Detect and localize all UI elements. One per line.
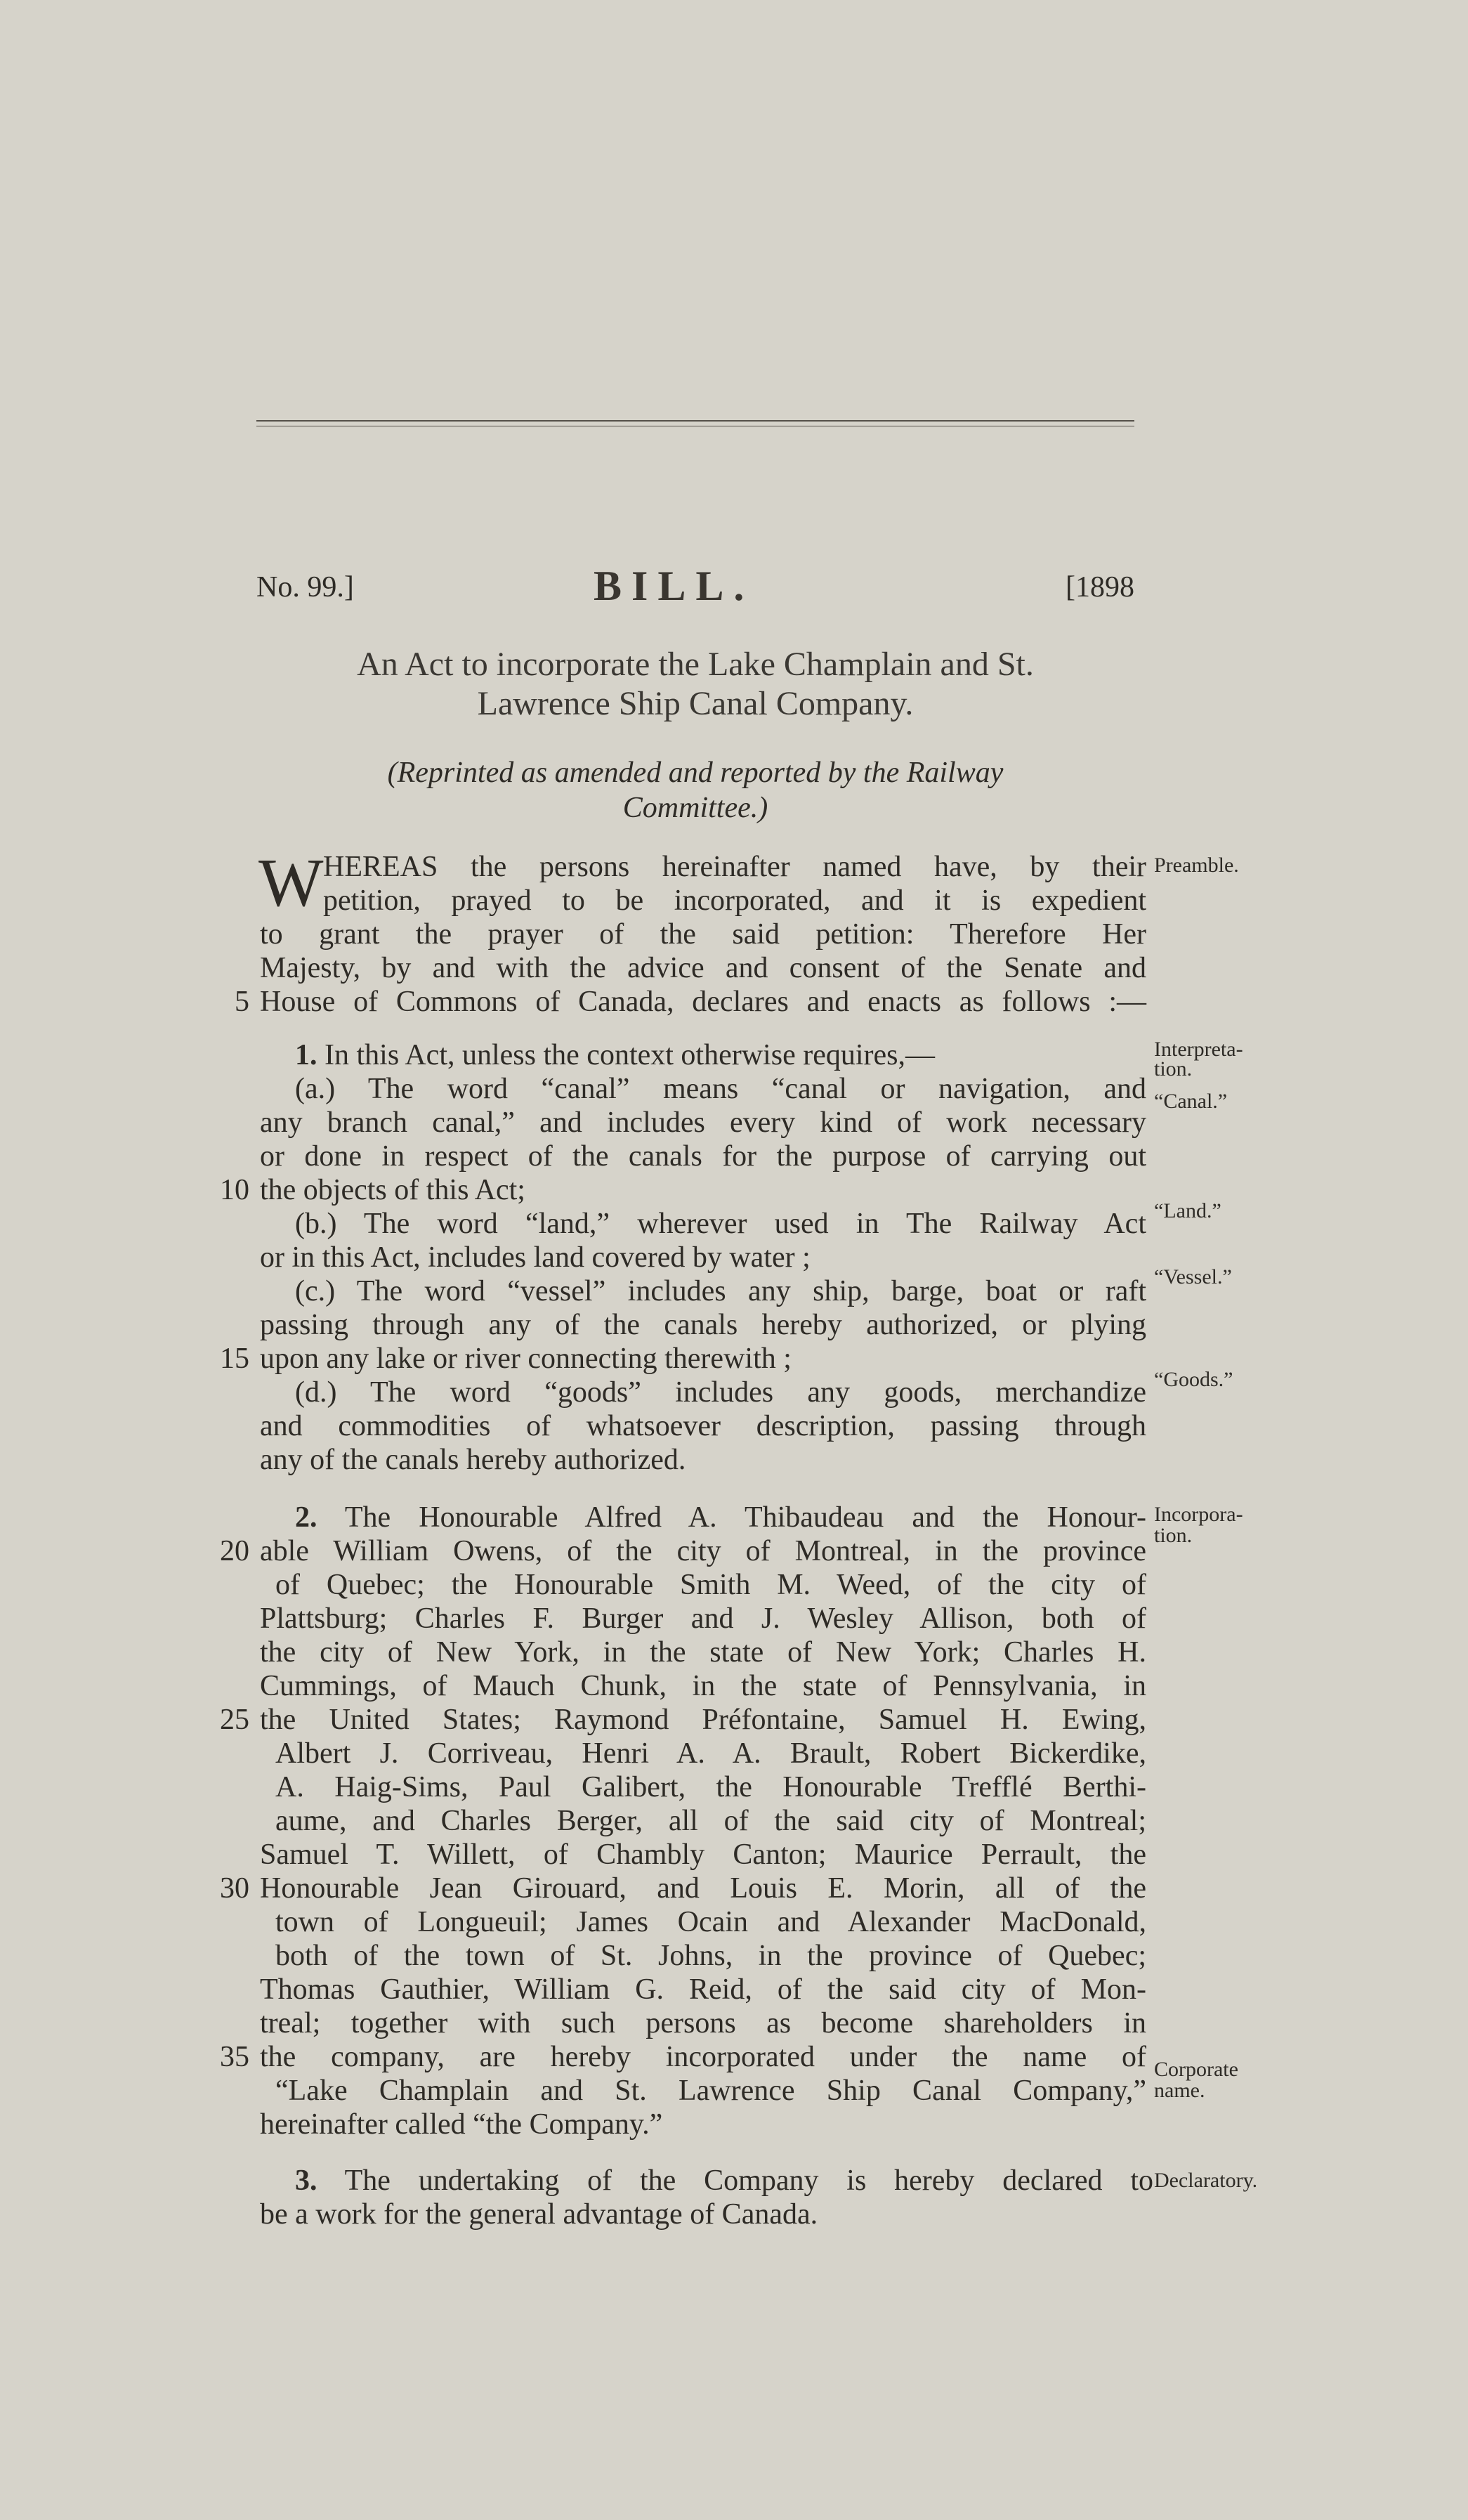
section-1-line: or in this Act, includes land covered by water ; (260, 1241, 811, 1274)
line-number: 5 (235, 986, 249, 1018)
section-1-line: the objects of this Act; (260, 1174, 525, 1206)
preamble-line: to grant the prayer of the said petition: Therefore Her (260, 918, 1146, 951)
section-2-line: Thomas Gauthier, William G. Reid, of the said city of Mon- (260, 1973, 1146, 2006)
section-3-line (295, 2164, 1153, 2198)
section-2-line: Cummings, of Mauch Chunk, in the state of Pennsylvania, in (260, 1670, 1146, 1702)
margin-note-corporate-name: Corporate (1154, 2058, 1238, 2081)
line-number: 10 (220, 1174, 249, 1206)
bill-number: No. 99.] (256, 571, 354, 603)
margin-note-interpretation: Interpreta- (1154, 1038, 1243, 1061)
section-2-line: able William Owens, of the city of Montreal, in the province (260, 1535, 1146, 1567)
reprint-note-line: Committee.) (622, 792, 768, 824)
reprint-note-line: (Reprinted as amended and reported by the Railway (387, 757, 1004, 789)
section-3-number: 3. (295, 2165, 317, 2197)
section-2-text: The Honourable Alfred A. Thibaudeau and the Honour- (344, 1501, 1146, 1534)
section-2-line: A. Haig-Sims, Paul Galibert, the Honourable Trefflé Berthi- (275, 1771, 1146, 1803)
line-number: 15 (220, 1343, 249, 1375)
line-number: 35 (220, 2041, 249, 2073)
section-2-line: hereinafter called “the Company.” (260, 2108, 663, 2141)
line-number: 30 (220, 1872, 249, 1905)
section-1-line: (a.) The word “canal” means “canal or navigation, and (295, 1073, 1146, 1105)
line-number: 25 (220, 1704, 249, 1736)
section-2-line: Plattsburg; Charles F. Burger and J. Wesley Allison, both of (260, 1602, 1146, 1635)
section-2-line: treal; together with such persons as become shareholders in (260, 2007, 1146, 2039)
section-2-line: Albert J. Corriveau, Henri A. A. Brault, Robert Bickerdike, (275, 1737, 1146, 1770)
preamble-line: Majesty, by and with the advice and consent of the Senate and (260, 952, 1146, 984)
section-1-line: upon any lake or river connecting therewith ; (260, 1343, 792, 1375)
section-2-line: of Quebec; the Honourable Smith M. Weed, of the city of (275, 1569, 1146, 1601)
margin-note-incorporation: Incorpora- (1154, 1503, 1243, 1526)
section-3-text: The undertaking of the Company is hereby declared to (344, 2165, 1154, 2197)
section-1-line: and commodities of whatsoever description, passing through (260, 1410, 1146, 1442)
line-number: 20 (220, 1535, 249, 1567)
margin-note-interpretation: tion. (1154, 1057, 1193, 1081)
margin-note-incorporation: tion. (1154, 1524, 1193, 1547)
section-1-text: In this Act, unless the context otherwise requires,— (325, 1039, 935, 1071)
section-2-line: the city of New York, in the state of New York; Charles H. (260, 1636, 1146, 1669)
section-1-line: passing through any of the canals hereby authorized, or plying (260, 1309, 1146, 1341)
section-1-line: or done in respect of the canals for the purpose of carrying out (260, 1140, 1146, 1173)
margin-note-land: “Land.” (1154, 1199, 1221, 1222)
margin-note-canal: “Canal.” (1154, 1090, 1228, 1113)
section-1-line: any of the canals hereby authorized. (260, 1444, 686, 1476)
bill-header (256, 562, 1134, 611)
preamble-line: petition, prayed to be incorporated, and it is expedient (323, 884, 1146, 917)
section-1-line: (d.) The word “goods” includes any goods, merchandize (295, 1376, 1146, 1409)
section-2-line: the company, are hereby incorporated under the name of (260, 2041, 1146, 2073)
preamble-line: HEREAS the persons hereinafter named have, by their (323, 851, 1146, 883)
section-2-number: 2. (295, 1501, 317, 1534)
section-1-line: (c.) The word “vessel” includes any ship, barge, boat or raft (295, 1275, 1146, 1307)
section-3-line: be a work for the general advantage of Canada. (260, 2198, 818, 2231)
section-1-line (295, 1038, 1061, 1072)
section-1-number: 1. (295, 1039, 317, 1071)
reprint-note (256, 755, 1134, 825)
section-2-line: Samuel T. Willett, of Chambly Canton; Maurice Perrault, the (260, 1839, 1146, 1871)
section-2-line: town of Longueuil; James Ocain and Alexander MacDonald, (275, 1906, 1146, 1938)
act-title-line: An Act to incorporate the Lake Champlain and St. (357, 646, 1034, 683)
section-2-line (295, 1501, 1146, 1534)
margin-note-preamble: Preamble. (1154, 854, 1239, 877)
section-1-line: any branch canal,” and includes every kind of work necessary (260, 1106, 1146, 1139)
section-2-line: aume, and Charles Berger, all of the said city of Montreal; (275, 1805, 1146, 1837)
act-title-line: Lawrence Ship Canal Company. (477, 685, 914, 722)
act-title (256, 645, 1134, 724)
section-2-line: “Lake Champlain and St. Lawrence Ship Canal Company,” (275, 2075, 1146, 2107)
section-1-line: (b.) The word “land,” wherever used in The Railway Act (295, 1208, 1146, 1240)
section-2-line: both of the town of St. Johns, in the province of Quebec; (275, 1940, 1146, 1972)
margin-note-corporate-name: name. (1154, 2079, 1205, 2102)
section-2-line: Honourable Jean Girouard, and Louis E. Morin, all of the (260, 1872, 1146, 1905)
top-rule (256, 420, 1134, 422)
drop-cap: W (258, 845, 324, 921)
bill-year: [1898 (1066, 571, 1134, 603)
margin-note-declaratory: Declaratory. (1154, 2169, 1258, 2192)
margin-note-goods: “Goods.” (1154, 1368, 1233, 1391)
preamble-line: House of Commons of Canada, declares and enacts as follows :— (260, 986, 1146, 1018)
bill-title: BILL. (594, 563, 754, 609)
margin-note-vessel: “Vessel.” (1154, 1265, 1232, 1288)
section-2-line: the United States; Raymond Préfontaine, Samuel H. Ewing, (260, 1704, 1146, 1736)
